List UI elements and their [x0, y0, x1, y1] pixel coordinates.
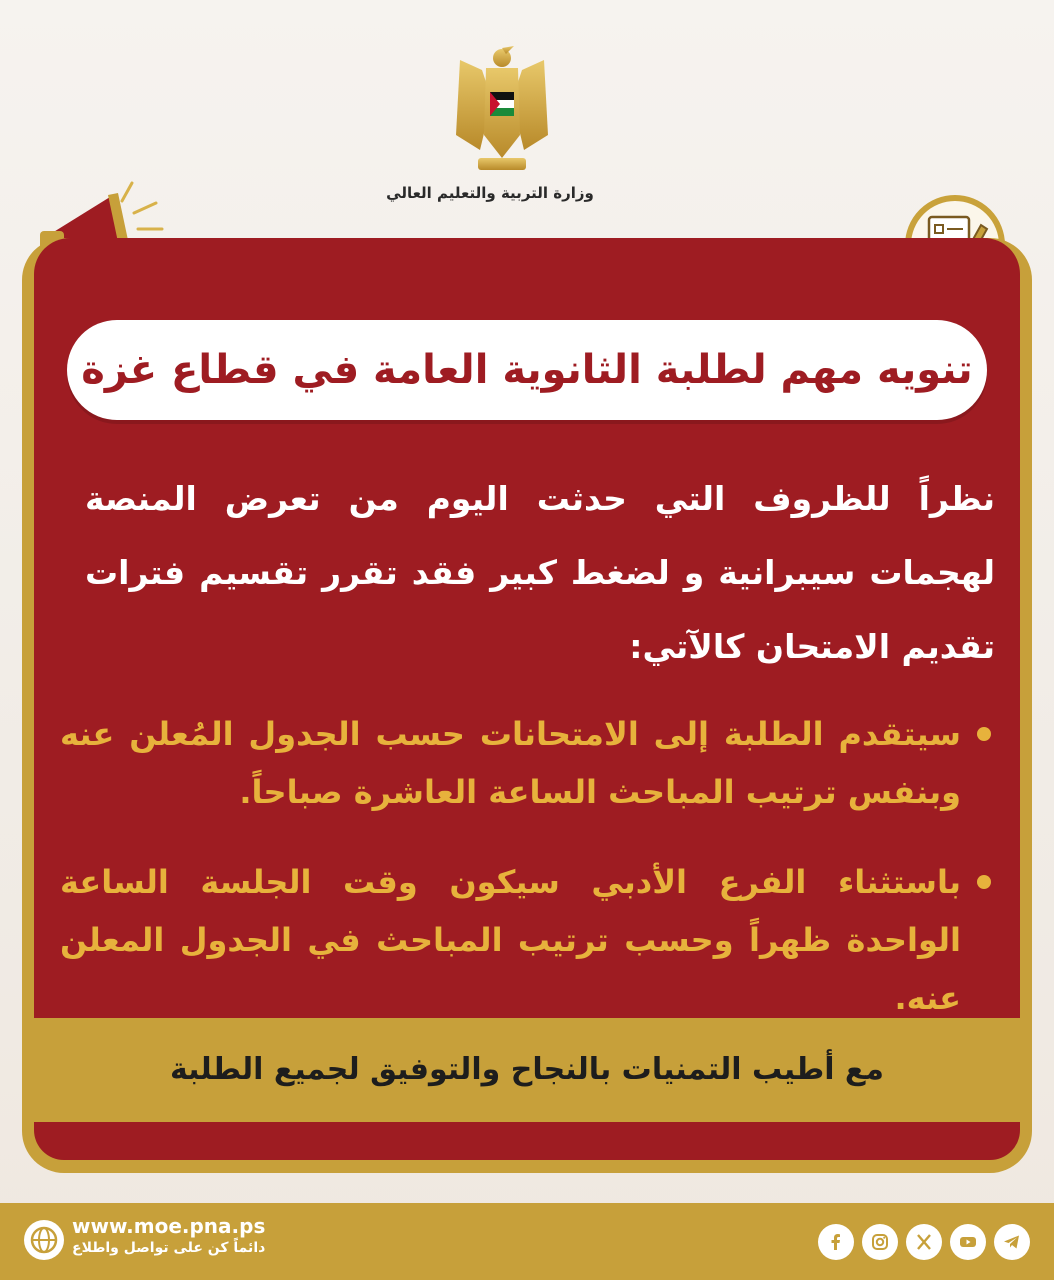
globe-icon[interactable]	[24, 1220, 64, 1260]
panel-bottom-strip	[34, 1122, 1020, 1160]
title-pill	[67, 320, 987, 420]
instagram-icon[interactable]	[862, 1224, 898, 1260]
bullet-dot-icon	[977, 727, 991, 741]
bullet-text: سيتقدم الطلبة إلى الامتحانات حسب الجدول المُعلن عنه وبنفس ترتيب المباحث الساعة العاشرة صباحاً.	[60, 715, 961, 811]
bullet-list	[60, 705, 995, 1059]
social-links	[818, 1224, 1030, 1260]
announcement-title: تنويه مهم لطلبة الثانوية العامة في قطاع غزة	[81, 347, 973, 393]
list-item	[60, 853, 995, 1027]
facebook-icon[interactable]	[818, 1224, 854, 1260]
closing-message: مع أطيب التمنيات بالنجاح والتوفيق لجميع الطلبة	[169, 1052, 884, 1087]
x-icon[interactable]	[906, 1224, 942, 1260]
bullet-text: باستثناء الفرع الأدبي سيكون وقت الجلسة الساعة الواحدة ظهراً وحسب ترتيب المباحث في الجدول المعلن عنه.	[60, 863, 961, 1017]
ministry-name: وزارة التربية والتعليم العالي	[386, 184, 594, 202]
footer-slogan: دائماً كن على تواصل واطلاع	[72, 1240, 266, 1256]
intro-paragraph: نظراً للظروف التي حدثت اليوم من تعرض المنصة لهجمات سيبرانية و لضغط كبير فقد تقرر تقسيم فترات تقديم الامتحان كالآتي:	[85, 479, 995, 666]
telegram-icon[interactable]	[994, 1224, 1030, 1260]
youtube-icon[interactable]	[950, 1224, 986, 1260]
website-link[interactable]: www.moe.pna.ps	[72, 1214, 266, 1238]
list-item	[60, 705, 995, 821]
ministry-emblem-icon	[452, 40, 552, 180]
bullet-dot-icon	[977, 875, 991, 889]
